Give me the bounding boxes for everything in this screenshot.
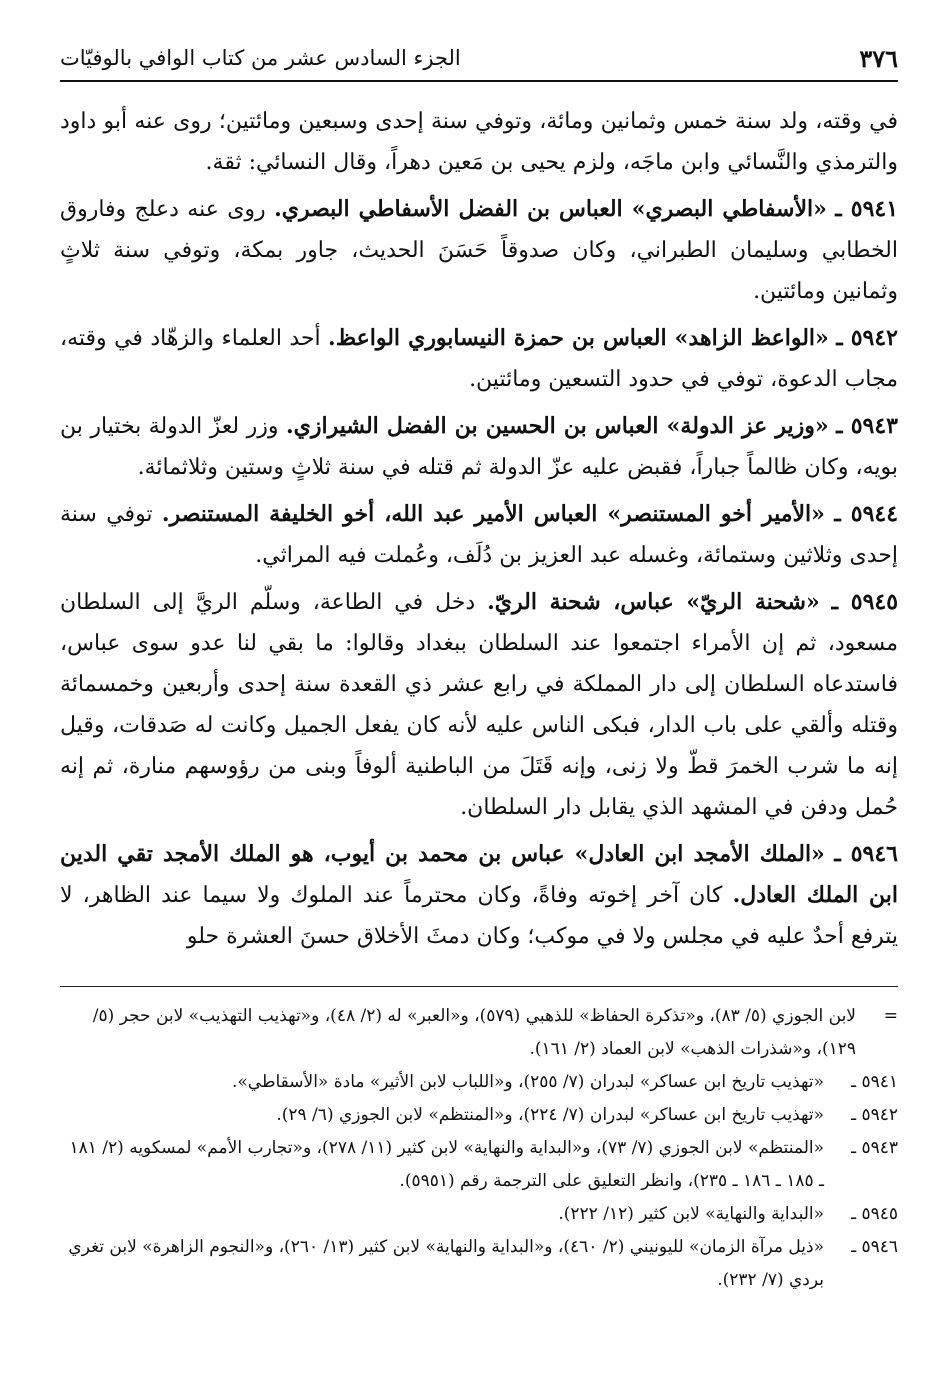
entry-number: ٥٩٤١ ـ [835, 196, 899, 222]
entry-heading: «شحنة الريّ» عباس، شحنة الريّ. [487, 589, 820, 615]
entry-heading: «الأمير أخو المستنصر» العباس الأمير عبد الله، أخو الخليفة المستنصر. [161, 501, 825, 527]
entry-number: ٥٩٤٣ ـ [836, 413, 898, 439]
footnote-5945 [60, 1198, 898, 1231]
footnote-text: «تهذيب تاريخ ابن عساكر» لبدران (٧/ ٢٥٥)، و«اللباب لابن الأثير» مادة «الأسقاطي». [231, 1072, 824, 1092]
entry-text: توفي سنة إحدى وثلاثين وستمائة، وغسله عبد العزيز بن دُلَف، وعُملت فيه المراثي. [60, 502, 898, 568]
entry-heading: «الملك الأمجد ابن العادل» عباس بن محمد بن أيوب، هو الملك الأمجد تقي الدين ابن الملك العادل. [60, 841, 898, 908]
footnote-rule [60, 986, 898, 987]
footnote-label: ٥٩٤٥ ـ [851, 1204, 898, 1224]
footnote-5942 [60, 1099, 898, 1132]
entry-number: ٥٩٤٤ ـ [834, 501, 899, 527]
running-title: الجزء السادس عشر من كتاب الوافي بالوفيّات [60, 46, 461, 70]
footnote-text: لابن الجوزي (٥/ ٨٣)، و«تذكرة الحفاظ» للذهبي (٥٧٩)، و«العبر» له (٢/ ٤٨)، و«تهذيب التهذيب» لابن حجر (٥/ ١٢٩)، و«شذرات الذهب» لابن العماد (٢/ ١٦١). [92, 1006, 856, 1059]
continuation-paragraph: في وقته، ولد سنة خمس وثمانين ومائة، وتوفي سنة إحدى وسبعين ومائتين؛ روى عنه أبو داود والترمذي والنَّسائي وابن ماجَه، ولزم يحيى بن مَعين دهراً، وقال النسائي: ثقة. [60, 109, 898, 175]
entry-5945 [60, 582, 898, 828]
page-number: ٣٧٦ [859, 43, 898, 73]
entry-number: ٥٩٤٦ ـ [834, 841, 898, 867]
footnote-5943 [60, 1132, 898, 1198]
entry-text: كان آخر إخوته وفاةً، وكان محترماً عند الملوك ولا سيما عند الظاهر، لا يترفع أحدٌ عليه في مجلس ولا في موكب؛ وكان دمثَ الأخلاق حسنَ العشرة حلو [60, 883, 898, 949]
entry-heading: «وزير عز الدولة» العباس بن الحسين بن الفضل الشيرازي. [285, 413, 829, 439]
entry-text: روى عنه دعلج وفاروق الخطابي وسليمان الطبراني، وكان صدوقاً حَسَنَ الحديث، جاور بمكة، وتوفي سنة ثلاثٍ وثمانين ومائتين. [60, 197, 898, 304]
entry-text: وزر لعزّ الدولة بختيار بن بويه، وكان ظالماً جباراً، فقبض عليه عزّ الدولة ثم قتله في سنة ثلاثٍ وستين وثلاثمائة. [60, 414, 898, 480]
footnote-5946 [60, 1231, 898, 1297]
footnote-5941 [60, 1066, 898, 1099]
footnotes [60, 1000, 898, 1297]
footnote-label: ٥٩٤٣ ـ [851, 1138, 898, 1158]
entry-5942 [60, 318, 898, 400]
footnote-label: ٥٩٤٦ ـ [851, 1237, 898, 1257]
entry-heading: «الواعظ الزاهد» العباس بن حمزة النيسابوري الواعظ. [328, 325, 829, 351]
footnote-label: ٥٩٤٢ ـ [851, 1105, 898, 1125]
footnote-text: «البداية والنهاية» لابن كثير (١٢/ ٢٢٢). [558, 1204, 824, 1224]
entry-5946 [60, 834, 898, 957]
entry-text: أحد العلماء والزهّاد في وقته، مجاب الدعوة، توفي في حدود التسعين ومائتين. [60, 326, 898, 392]
footnote-label: = [883, 1006, 898, 1026]
main-text [60, 101, 898, 963]
running-head [60, 38, 898, 78]
entry-5943 [60, 406, 898, 488]
header-rule [60, 80, 898, 82]
entry-heading: «الأسفاطي البصري» العباس بن الفضل الأسفاطي البصري. [274, 196, 827, 222]
footnote-label: ٥٩٤١ ـ [851, 1072, 898, 1092]
entry-text: دخل في الطاعة، وسلّم الريَّ إلى السلطان مسعود، ثم إن الأمراء اجتمعوا عند السلطان ببغداد وقالوا: ما بقي لنا عدو سوى عباس، فاستدعاه السلطان إلى دار المملكة في رابع عشر ذي القعدة سنة إحدى وأربعين وخمسمائة وقتله وألقي على باب الدار، فبكى الناس عليه لأنه كان يفعل الجميل وكانت له صَدقات، وقيل إنه ما شرب الخمرَ قطّ ولا زنى، وإنه قَتَلَ من الباطنية ألوفاً وبنى من رؤوسهم منارة، ثم إنه حُمل ودفن في المشهد الذي يقابل دار السلطان. [60, 590, 898, 820]
entry-5944 [60, 494, 898, 576]
footnote-text: «تهذيب تاريخ ابن عساكر» لبدران (٧/ ٢٢٤)، و«المنتظم» لابن الجوزي (٦/ ٢٩). [276, 1105, 824, 1125]
entry-5941 [60, 189, 898, 312]
entry-number: ٥٩٤٥ ـ [831, 589, 899, 615]
footnote-text: «المنتظم» لابن الجوزي (٧/ ٧٣)، و«البداية والنهاية» لابن كثير (١١/ ٢٧٨)، و«تجارب الأمم» لمسكويه (٢/ ١٨١ ـ ١٨٥ ـ ١٨٦ ـ ٢٣٥)، وانظر التعليق على الترجمة رقم (٥٩٥١). [69, 1138, 824, 1191]
footnote-text: «ذيل مرآة الزمان» لليونيني (٢/ ٤٦٠)، و«البداية والنهاية» لابن كثير (١٣/ ٢٦٠)، و«النجوم الزاهرة» لابن تغري بردي (٧/ ٢٣٢). [68, 1237, 824, 1290]
footnote-continued [60, 1000, 898, 1066]
entry-number: ٥٩٤٢ ـ [836, 325, 898, 351]
